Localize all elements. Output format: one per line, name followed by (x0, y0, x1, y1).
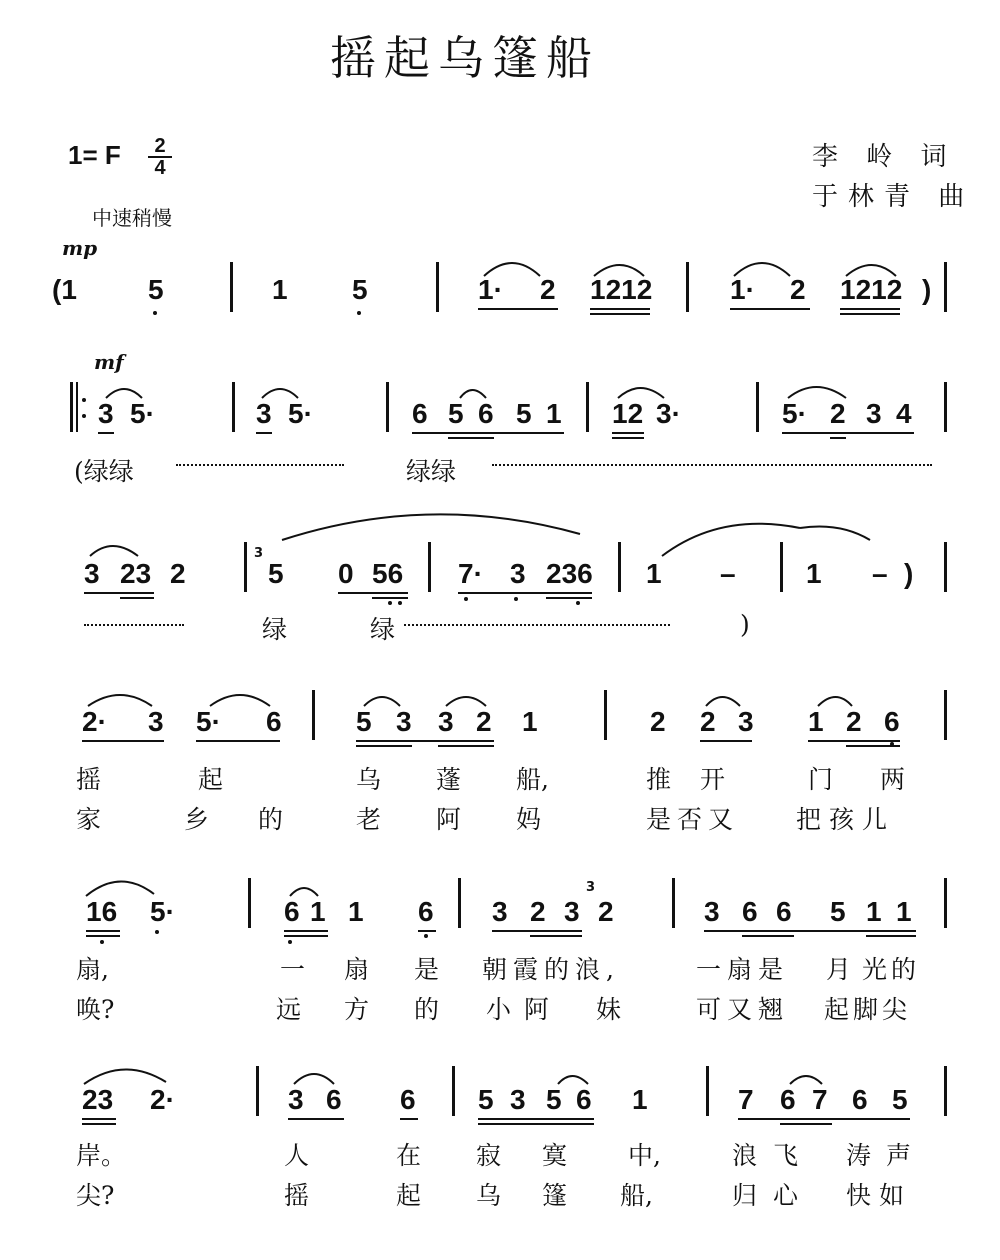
octave-dot (398, 601, 402, 605)
note: 2 (598, 896, 614, 927)
lyric: 绿 (370, 615, 396, 644)
lyric: 起 (198, 765, 224, 794)
underline (412, 432, 564, 434)
note: 6 (742, 896, 758, 927)
barline (618, 542, 621, 592)
underline (830, 437, 846, 439)
note: 6 (400, 1084, 416, 1115)
octave-dot (576, 601, 580, 605)
octave-dot (424, 934, 428, 938)
lyric: 的 (258, 805, 284, 834)
barline (436, 262, 439, 312)
note: 2 (650, 706, 666, 737)
underline (288, 1118, 344, 1120)
note: 5· (288, 398, 313, 429)
lyric: 方 (344, 995, 370, 1024)
note: 6 (884, 706, 900, 737)
note: 23 (82, 1084, 114, 1115)
note: ) (922, 274, 932, 305)
underline (612, 437, 644, 439)
lyric: 蓬 (436, 765, 462, 794)
underline (546, 597, 592, 599)
note: 5· (196, 706, 221, 737)
note: 6 (852, 1084, 868, 1115)
barline (244, 542, 247, 592)
note: 4 (896, 398, 912, 429)
note: 3 (738, 706, 754, 737)
grace-note: 3 (254, 546, 264, 561)
lyric: 扇 (344, 955, 370, 984)
underline (82, 740, 164, 742)
note: 2 (476, 706, 492, 737)
lyric: 涛 (846, 1141, 872, 1170)
underline (256, 432, 272, 434)
note: 5 (478, 1084, 494, 1115)
underline (438, 745, 494, 747)
barline (944, 382, 947, 432)
tempo-marking: 中速稍慢 (92, 206, 172, 230)
note: 2· (150, 1084, 175, 1115)
dotted-extension (84, 624, 184, 626)
underline (448, 437, 494, 439)
lyric: 阿 (436, 805, 462, 834)
note: 1 (896, 896, 912, 927)
repeat-dot (82, 398, 86, 402)
note: 6 (418, 896, 434, 927)
lyric: 声 (886, 1141, 912, 1170)
barline (780, 542, 783, 592)
note: 2· (82, 706, 107, 737)
barline (248, 878, 251, 928)
underline (704, 930, 916, 932)
lyric: 小 (486, 995, 512, 1024)
underline (120, 597, 154, 599)
repeat-barline (70, 382, 73, 432)
underline (356, 745, 412, 747)
barline (944, 690, 947, 740)
note: 5 (546, 1084, 562, 1115)
note: 1212 (840, 274, 903, 305)
note: 5 (448, 398, 464, 429)
lyric: 是 (414, 955, 440, 984)
note: 5 (148, 274, 164, 305)
note: 3 (564, 896, 580, 927)
barline (686, 262, 689, 312)
lyric: 两 (880, 765, 906, 794)
time-signature-top: 2 (148, 136, 172, 158)
note: – (720, 558, 736, 589)
lyric: 中, (628, 1141, 661, 1170)
note: 3 (148, 706, 164, 737)
underline (98, 432, 114, 434)
note: 23 (120, 558, 152, 589)
underline (478, 1123, 594, 1125)
underline (478, 1118, 594, 1120)
barline (604, 690, 607, 740)
underline (400, 1118, 418, 1120)
octave-dot (514, 597, 518, 601)
underline (808, 740, 900, 742)
repeat-barline (76, 382, 78, 432)
lyric: 快如 (846, 1181, 913, 1210)
barline (230, 262, 233, 312)
underline (356, 740, 494, 742)
note: 2 (540, 274, 556, 305)
underline (840, 308, 900, 310)
note: 5 (268, 558, 284, 589)
lyric: 朝霞的浪, (482, 955, 620, 984)
note: 1· (730, 274, 755, 305)
note: 7 (738, 1084, 754, 1115)
lyric: 月 (826, 955, 852, 984)
underline (338, 592, 408, 594)
underline (590, 313, 650, 315)
lyric: 门 (808, 765, 834, 794)
dotted-extension (404, 624, 670, 626)
lyric: 妈 (516, 805, 542, 834)
note: 1212 (590, 274, 653, 305)
key-signature: 1= F (68, 140, 121, 170)
lyric: 摇 (284, 1181, 310, 1210)
octave-dot (153, 311, 157, 315)
lyric: 家 (76, 805, 102, 834)
underline (196, 740, 280, 742)
underline (86, 935, 120, 937)
lyric: 在 (396, 1141, 422, 1170)
note: 1 (348, 896, 364, 927)
note: 6 (780, 1084, 796, 1115)
note: 12 (612, 398, 644, 429)
note: 2 (700, 706, 716, 737)
lyric: (绿绿 (74, 457, 134, 486)
repeat-dot (82, 414, 86, 418)
note: 1 (310, 896, 326, 927)
barline (232, 382, 235, 432)
barline (944, 262, 947, 312)
lyric: 船, (516, 765, 549, 794)
dotted-extension (492, 464, 932, 466)
underline (86, 930, 120, 932)
note: 16 (86, 896, 118, 927)
barline (458, 878, 461, 928)
barline (944, 878, 947, 928)
note: 3 (510, 1084, 526, 1115)
note: 5 (352, 274, 368, 305)
note: 6 (478, 398, 494, 429)
barline (672, 878, 675, 928)
underline (866, 935, 916, 937)
note: 1 (632, 1084, 648, 1115)
lyric: 起脚尖 (824, 995, 912, 1024)
lyric: 可又翘 (696, 995, 790, 1024)
note: – (872, 558, 888, 589)
note: 3 (438, 706, 454, 737)
lyric: 摇 (76, 765, 102, 794)
note: 1 (522, 706, 538, 737)
lyric: 船, (620, 1181, 653, 1210)
barline (944, 1066, 947, 1116)
note: 1 (272, 274, 288, 305)
lyric: 的 (414, 995, 440, 1024)
underline (492, 930, 582, 932)
barline (428, 542, 431, 592)
octave-dot (357, 311, 361, 315)
underline (530, 935, 582, 937)
note: 5 (356, 706, 372, 737)
note: 5 (892, 1084, 908, 1115)
lyric: 把孩儿 (796, 805, 896, 834)
note: 5 (830, 896, 846, 927)
barline (586, 382, 589, 432)
lyric: 篷 (542, 1181, 568, 1210)
note: 3 (510, 558, 526, 589)
lyric: 老 (356, 805, 382, 834)
lyric: 妹 (596, 995, 622, 1024)
note: 3 (866, 398, 882, 429)
note: 3 (288, 1084, 304, 1115)
octave-dot (388, 601, 392, 605)
note: 2 (846, 706, 862, 737)
note: 3 (492, 896, 508, 927)
grace-note: 3 (586, 880, 596, 895)
note: 2 (530, 896, 546, 927)
lyric: ) (740, 610, 750, 639)
note: 6 (412, 398, 428, 429)
underline (418, 930, 436, 932)
lyric: 乌 (476, 1181, 502, 1210)
note: 3 (396, 706, 412, 737)
note: 5 (516, 398, 532, 429)
barline (312, 690, 315, 740)
underline (82, 1123, 116, 1125)
note: 3 (704, 896, 720, 927)
lyric: 乌 (356, 765, 382, 794)
underline (590, 308, 650, 310)
lyric: 寂 (476, 1141, 502, 1170)
lyric: 开 (700, 765, 726, 794)
lyricist-credit: 李 岭 词 (812, 142, 957, 172)
underline (730, 308, 810, 310)
lyric: 岸。 (76, 1141, 127, 1170)
lyric: 一扇是 (696, 955, 790, 984)
lyric: 光的 (862, 955, 921, 984)
note: 1 (866, 896, 882, 927)
dynamic-mf: mf (94, 350, 124, 374)
barline (256, 1066, 259, 1116)
note: 1· (478, 274, 503, 305)
dotted-extension (176, 464, 344, 466)
note: 3 (84, 558, 100, 589)
barline (452, 1066, 455, 1116)
underline (700, 740, 752, 742)
lyric: 绿 (262, 615, 288, 644)
barline (706, 1066, 709, 1116)
underline (284, 935, 328, 937)
note: 236 (546, 558, 593, 589)
octave-dot (890, 742, 894, 746)
note: 6 (284, 896, 300, 927)
lyric: 浪飞 (732, 1141, 815, 1170)
note: 2 (830, 398, 846, 429)
note: 5· (150, 896, 175, 927)
octave-dot (100, 940, 104, 944)
note: 2 (170, 558, 186, 589)
note: 0 (338, 558, 354, 589)
lyric: 阿 (524, 995, 550, 1024)
underline (458, 592, 592, 594)
lyric: 人 (284, 1141, 310, 1170)
composer-credit: 于林青 曲 (812, 182, 975, 212)
barline (756, 382, 759, 432)
time-signature-bottom: 4 (154, 157, 166, 179)
note: 7· (458, 558, 483, 589)
note: 1 (806, 558, 822, 589)
underline (372, 597, 408, 599)
underline (742, 935, 794, 937)
note: (1 (52, 274, 77, 305)
note: 6 (776, 896, 792, 927)
note: 6 (326, 1084, 342, 1115)
note: 1 (646, 558, 662, 589)
note: 56 (372, 558, 404, 589)
barline (944, 542, 947, 592)
lyric: 归心 (732, 1181, 815, 1210)
octave-dot (464, 597, 468, 601)
note: 6 (576, 1084, 592, 1115)
note: 7 (812, 1084, 828, 1115)
lyric: 乡 (184, 805, 210, 834)
lyric: 推 (646, 765, 672, 794)
note: 3 (98, 398, 114, 429)
song-title: 摇起乌篷船 (330, 31, 600, 85)
underline (840, 313, 900, 315)
underline (82, 1118, 116, 1120)
underline (478, 308, 558, 310)
note: 1 (808, 706, 824, 737)
octave-dot (288, 940, 292, 944)
lyric: 远 (276, 995, 302, 1024)
note: 5· (130, 398, 155, 429)
note: 6 (266, 706, 282, 737)
barline (386, 382, 389, 432)
underline (780, 1123, 832, 1125)
note: 3· (656, 398, 681, 429)
lyric: 是否又 (646, 805, 740, 834)
note: 2 (790, 274, 806, 305)
note: 5· (782, 398, 807, 429)
lyric: 绿绿 (406, 457, 457, 486)
note: 3 (256, 398, 272, 429)
note: ) (904, 558, 914, 589)
note: 1 (546, 398, 562, 429)
underline (738, 1118, 910, 1120)
dynamic-mp: mp (62, 236, 98, 260)
lyric: 唤? (76, 995, 115, 1024)
underline (612, 432, 644, 434)
octave-dot (155, 930, 159, 934)
lyric: 起 (396, 1181, 422, 1210)
lyric: 扇, (76, 955, 109, 984)
underline (84, 592, 154, 594)
lyric: 一 (280, 955, 306, 984)
lyric: 寞 (542, 1141, 568, 1170)
underline (782, 432, 914, 434)
lyric: 尖? (76, 1181, 115, 1210)
underline (284, 930, 328, 932)
